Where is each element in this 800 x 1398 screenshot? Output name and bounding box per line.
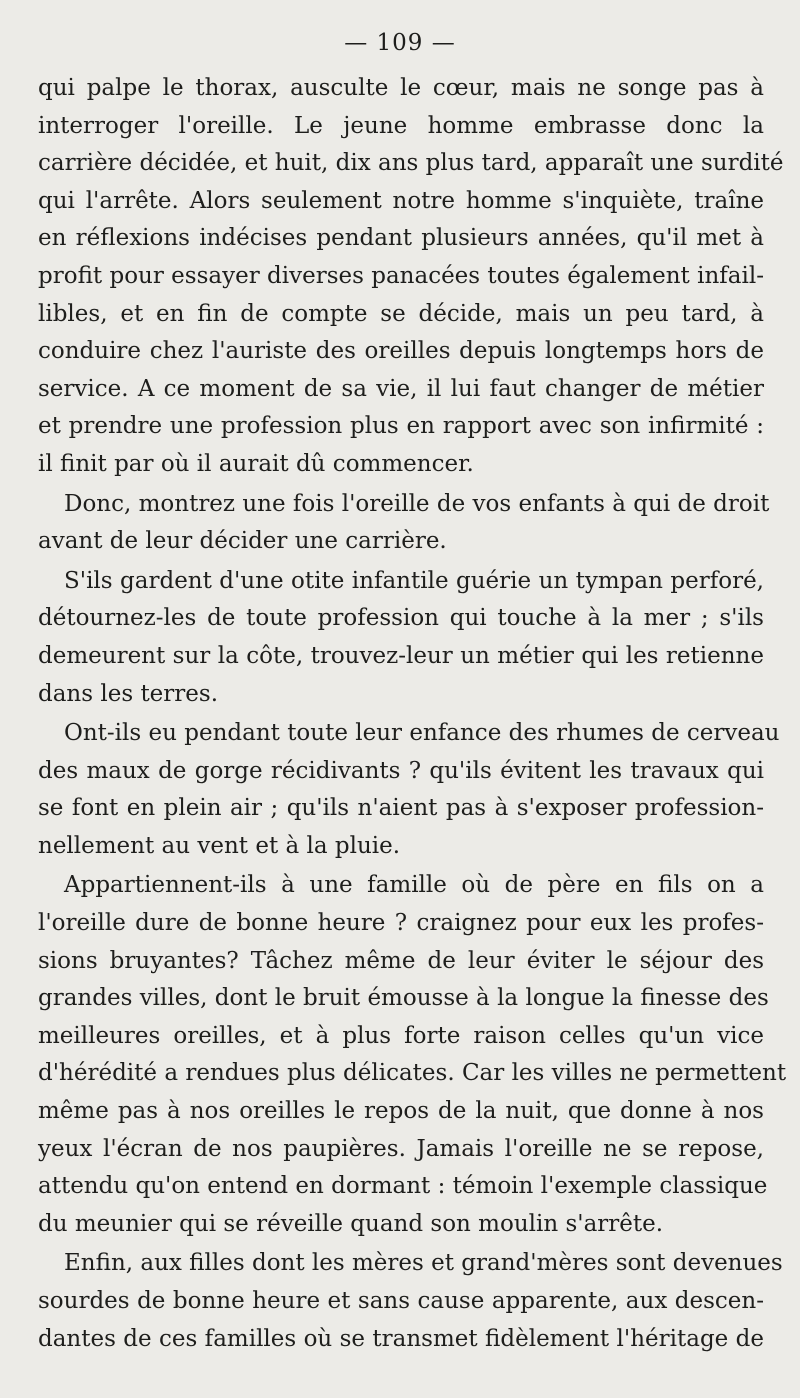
body-text xyxy=(38,70,787,1358)
text-line: se font en plein air ; qu'ils n'aient pas à s'exposer profession- xyxy=(38,795,764,822)
text-line: Enfin, aux filles dont les mères et grand'mères sont devenues xyxy=(64,1250,783,1277)
text-line: et prendre une profession plus en rapport avec son infirmité : xyxy=(38,413,764,440)
text-line: yeux l'écran de nos paupières. Jamais l'oreille ne se repose, xyxy=(38,1135,764,1162)
paragraph xyxy=(38,486,770,561)
text-line: qui l'arrête. Alors seulement notre homme s'inquiète, traîne xyxy=(38,187,764,214)
text-line: du meunier qui se réveille quand son moulin s'arrête. xyxy=(38,1210,664,1237)
text-line: sourdes de bonne heure et sans cause apparente, aux descen- xyxy=(38,1288,764,1314)
text-line: il finit par où il aurait dû commencer. xyxy=(38,450,474,477)
text-line: détournez-les de toute profession qui touche à la mer ; s'ils xyxy=(38,605,764,632)
text-line: libles, et en fin de compte se décide, mais un peu tard, à xyxy=(38,300,764,327)
text-line: service. A ce moment de sa vie, il lui faut changer de métier xyxy=(38,375,764,402)
paragraph xyxy=(38,715,780,865)
text-line: grandes villes, dont le bruit émousse à la longue la finesse des xyxy=(38,985,769,1012)
text-line: demeurent sur la côte, trouvez-leur un métier qui les retienne xyxy=(38,642,764,669)
text-line: Donc, montrez une fois l'oreille de vos enfants à qui de droit xyxy=(64,490,770,517)
text-line: Appartiennent-ils à une famille où de père en fils on a xyxy=(64,872,764,899)
paragraph xyxy=(38,867,787,1243)
text-line: interroger l'oreille. Le jeune homme embrasse donc la xyxy=(38,112,764,139)
text-line: S'ils gardent d'une otite infantile guérie un tympan perforé, xyxy=(64,567,764,594)
text-line: meilleures oreilles, et à plus forte raison celles qu'un vice xyxy=(38,1022,764,1049)
text-line: même pas à nos oreilles le repos de la nuit, que donne à nos xyxy=(38,1098,764,1125)
text-line: carrière décidée, et huit, dix ans plus tard, apparaît une surdité xyxy=(38,150,784,177)
text-line: d'hérédité a rendues plus délicates. Car les villes ne permettent xyxy=(38,1060,787,1087)
text-line: l'oreille dure de bonne heure ? craignez pour eux les profes- xyxy=(38,910,764,937)
paragraph xyxy=(38,563,764,713)
text-line: des maux de gorge récidivants ? qu'ils évitent les travaux qui xyxy=(38,757,764,784)
text-line: Ont-ils eu pendant toute leur enfance des rhumes de cerveau xyxy=(64,720,780,747)
text-line: dans les terres. xyxy=(38,680,219,707)
text-line: avant de leur décider une carrière. xyxy=(38,528,447,555)
text-line: en réflexions indécises pendant plusieurs années, qu'il met à xyxy=(38,225,764,252)
text-line: conduire chez l'auriste des oreilles depuis longtemps hors de xyxy=(38,338,764,365)
text-line: profit pour essayer diverses panacées toutes également infail- xyxy=(38,262,764,289)
text-line: qui palpe le thorax, ausculte le cœur, mais ne songe pas à xyxy=(38,75,764,101)
text-line: sions bruyantes? Tâchez même de leur éviter le séjour des xyxy=(38,947,764,974)
text-line: attendu qu'on entend en dormant : témoin l'exemple classique xyxy=(38,1173,768,1200)
paragraph xyxy=(38,70,784,484)
paragraph xyxy=(38,1245,783,1358)
text-line: dantes de ces familles où se transmet fidèlement l'héritage de xyxy=(38,1325,764,1352)
page-number: — 109 — xyxy=(344,30,456,56)
text-line: nellement au vent et à la pluie. xyxy=(38,832,401,859)
